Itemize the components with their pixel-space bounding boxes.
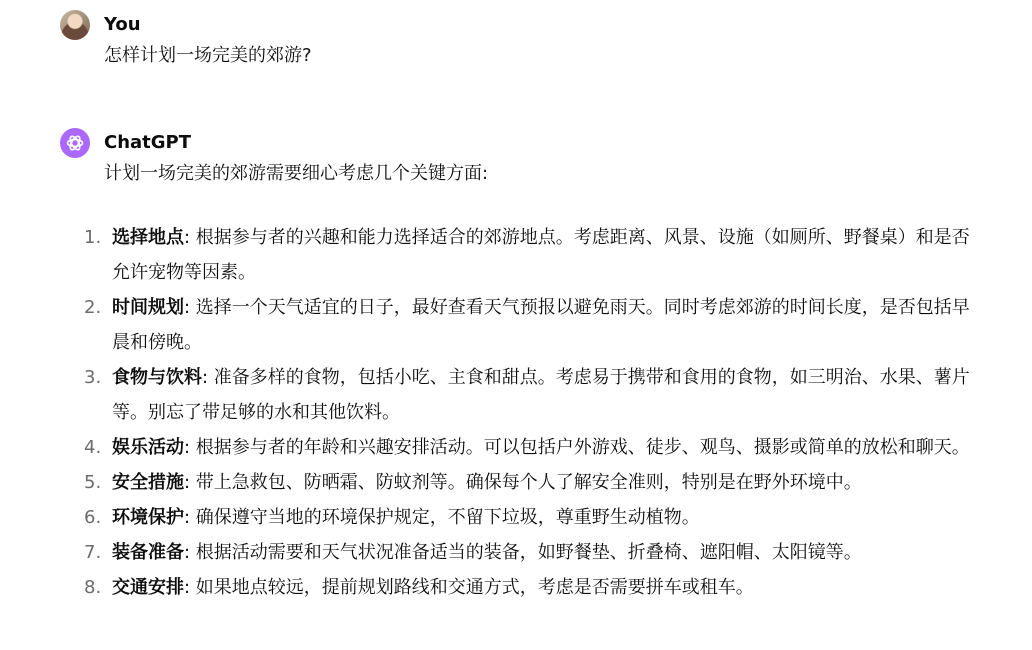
list-item: [84, 290, 984, 360]
list-term: 食物与饮料: [112, 367, 202, 388]
list-term: 时间规划: [112, 297, 184, 318]
list-item: [84, 500, 984, 535]
list-item: [84, 430, 984, 465]
list-item: [84, 570, 984, 605]
list-item: [84, 465, 984, 500]
list-item: [84, 535, 984, 570]
list-desc: : 根据活动需要和天气状况准备适当的装备，如野餐垫、折叠椅、遮阳帽、太阳镜等。: [184, 542, 862, 563]
list-number: 5.: [84, 472, 102, 493]
tips-list: [84, 220, 984, 605]
list-number: 4.: [84, 437, 102, 458]
list-number: 6.: [84, 507, 102, 528]
list-desc: : 如果地点较远，提前规划路线和交通方式，考虑是否需要拼车或租车。: [184, 577, 754, 598]
list-number: 2.: [84, 297, 102, 318]
list-number: 8.: [84, 577, 102, 598]
list-desc: : 根据参与者的兴趣和能力选择适合的郊游地点。考虑距离、风景、设施（如厕所、野餐桌）和是否允许宠物等因素。: [112, 227, 970, 283]
list-desc: : 准备多样的食物，包括小吃、主食和甜点。考虑易于携带和食用的食物，如三明治、水果、薯片等。别忘了带足够的水和其他饮料。: [112, 367, 970, 423]
list-term: 娱乐活动: [112, 437, 184, 458]
list-term: 环境保护: [112, 507, 184, 528]
list-desc: : 根据参与者的年龄和兴趣安排活动。可以包括户外游戏、徒步、观鸟、摄影或简单的放松和聊天。: [184, 437, 970, 458]
list-item: [84, 360, 984, 430]
assistant-intro: 计划一场完美的郊游需要细心考虑几个关键方面:: [104, 163, 489, 184]
list-term: 选择地点: [112, 227, 184, 248]
list-desc: : 带上急救包、防晒霜、防蚊剂等。确保每个人了解安全准则，特别是在野外环境中。: [184, 472, 862, 493]
assistant-name: ChatGPT: [104, 132, 192, 153]
openai-logo-icon: [60, 128, 90, 158]
user-message-text: 怎样计划一场完美的郊游?: [104, 45, 312, 66]
list-number: 3.: [84, 367, 102, 388]
list-item: [84, 220, 984, 290]
list-term: 交通安排: [112, 577, 184, 598]
user-avatar: [60, 10, 90, 40]
list-number: 1.: [84, 227, 102, 248]
list-term: 安全措施: [112, 472, 184, 493]
list-desc: : 确保遵守当地的环境保护规定，不留下垃圾，尊重野生动植物。: [184, 507, 700, 528]
list-term: 装备准备: [112, 542, 184, 563]
list-desc: : 选择一个天气适宜的日子，最好查看天气预报以避免雨天。同时考虑郊游的时间长度，是否包括早晨和傍晚。: [112, 297, 970, 353]
list-number: 7.: [84, 542, 102, 563]
user-name: You: [104, 14, 141, 35]
